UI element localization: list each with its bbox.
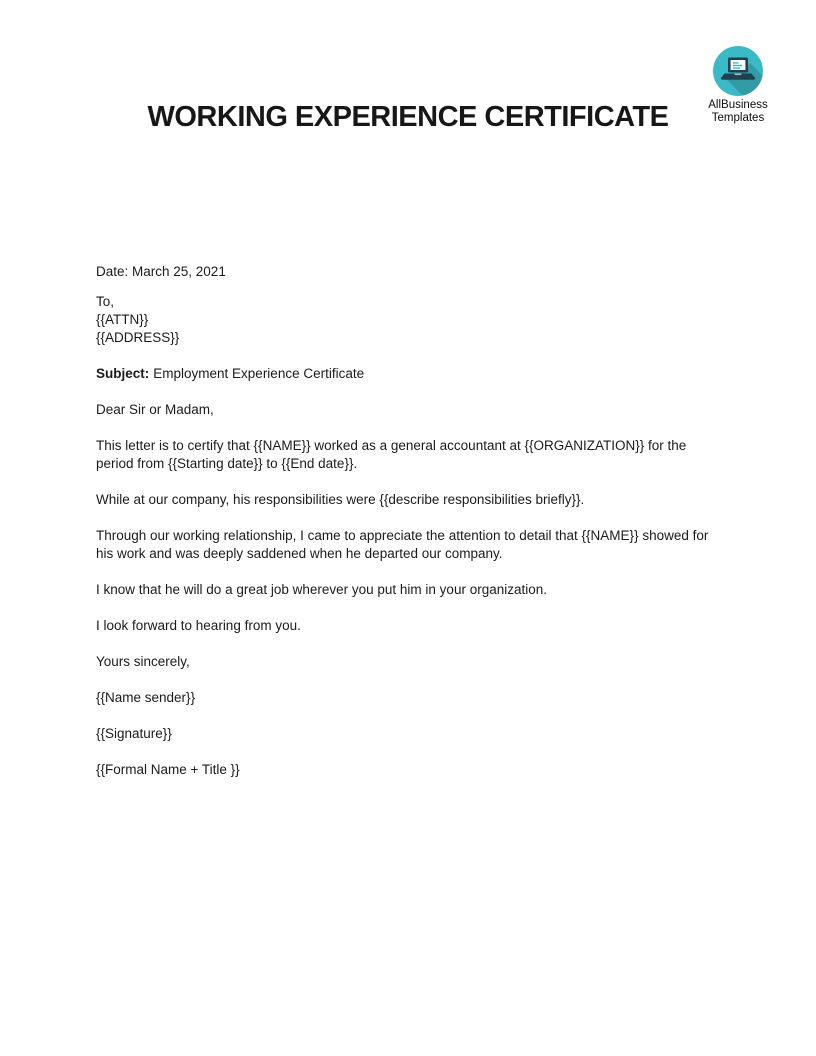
body-paragraph: Through our working relationship, I came to appreciate the attention to detail that {{NAME}} showed for his work and was deeply saddened when he departed our company. (96, 528, 709, 561)
body-paragraph: I know that he will do a great job wherever you put him in your organization. (96, 582, 547, 597)
recipient-address-placeholder: {{ADDRESS}} (96, 330, 180, 345)
letter-body (96, 263, 722, 797)
recipient-to: To, (96, 294, 115, 309)
body-paragraph: This letter is to certify that {{NAME}} worked as a general accountant at {{ORGANIZATION}} for the period from {{Starting date}} to {{End date}}. (96, 438, 687, 471)
logo-brand-line2: Templates (711, 112, 765, 124)
date-line: Date: March 25, 2021 (96, 264, 226, 279)
page-title: WORKING EXPERIENCE CERTIFICATE (147, 101, 669, 133)
recipient-attn-placeholder: {{ATTN}} (96, 312, 149, 327)
subject-value: Employment Experience Certificate (153, 366, 365, 381)
closing: Yours sincerely, (96, 654, 190, 669)
recipient-block (96, 293, 722, 347)
signature-placeholder: {{Signature}} (96, 726, 172, 741)
subject-line (96, 365, 722, 383)
body-paragraph: I look forward to hearing from you. (96, 618, 301, 633)
logo-brand-line1: AllBusiness (708, 99, 768, 111)
sender-name-placeholder: {{Name sender}} (96, 690, 196, 705)
body-paragraph: While at our company, his responsibilities were {{describe responsibilities briefly}}. (96, 492, 585, 507)
laptop-icon (712, 45, 764, 97)
salutation: Dear Sir or Madam, (96, 402, 214, 417)
subject-label: Subject: (96, 366, 150, 381)
formal-name-title-placeholder: {{Formal Name + Title }} (96, 762, 240, 777)
